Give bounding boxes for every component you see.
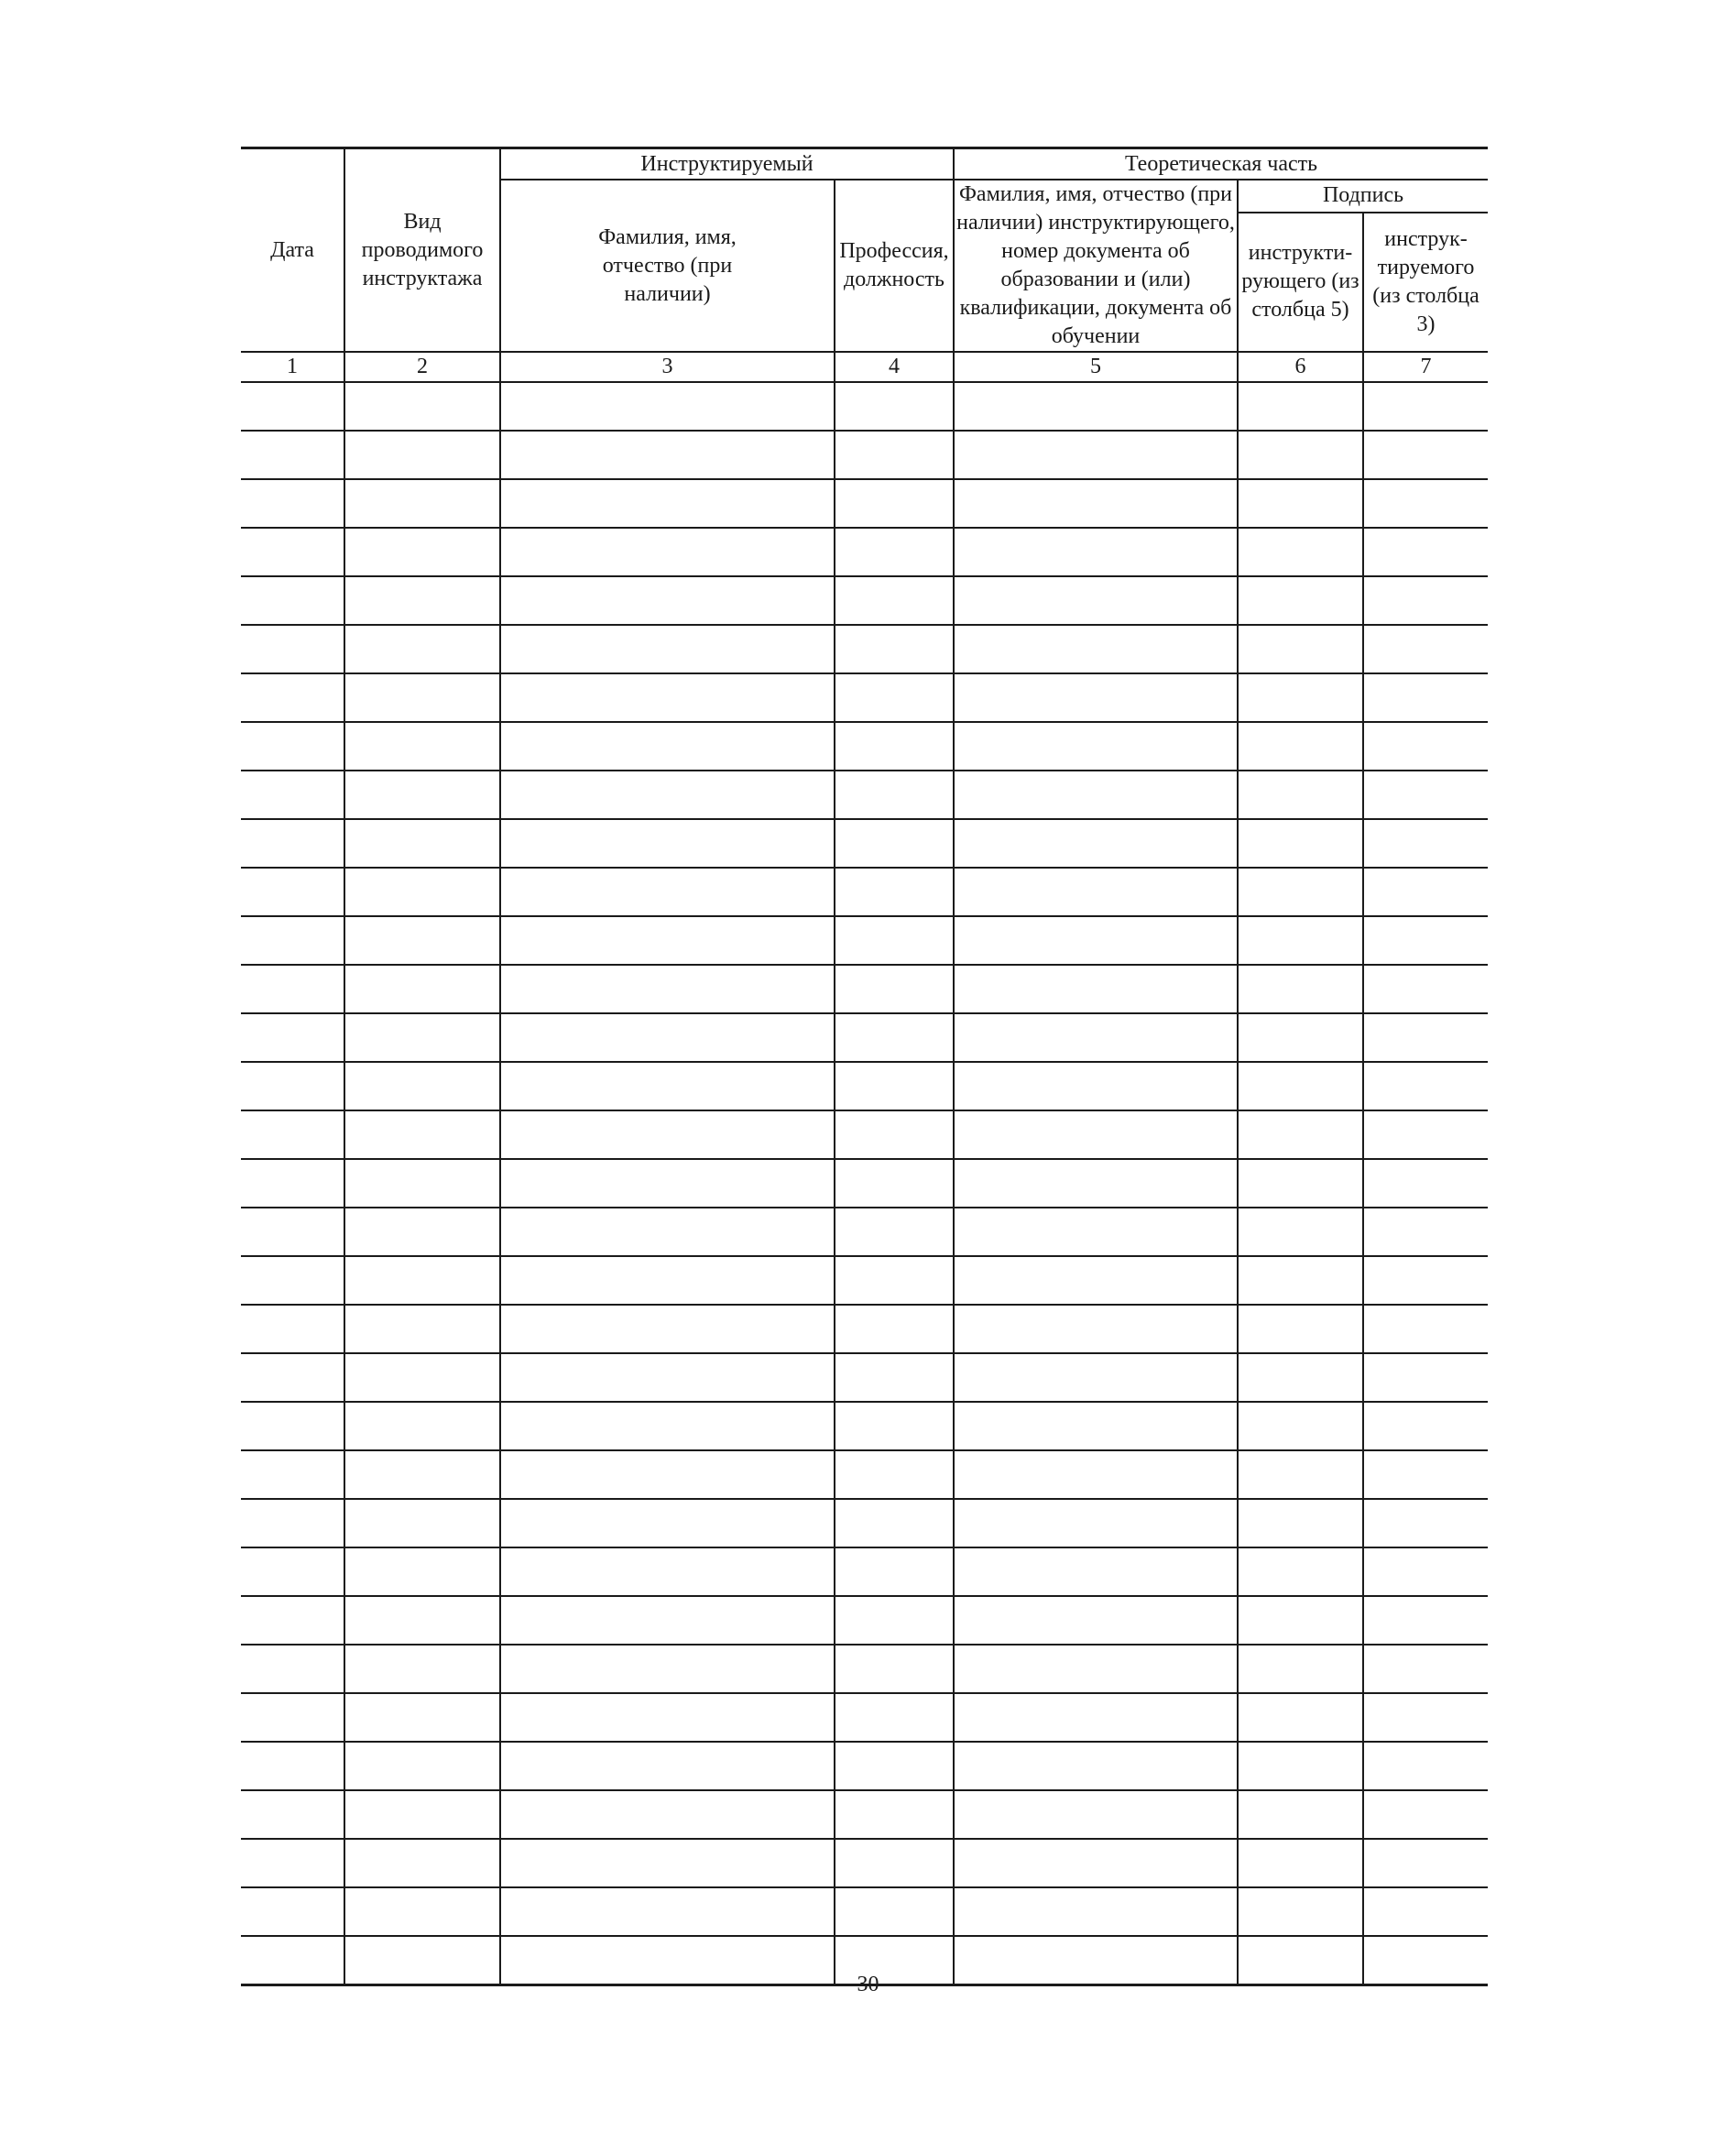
table-cell[interactable] bbox=[1363, 1256, 1488, 1305]
table-cell[interactable] bbox=[241, 1499, 344, 1547]
table-cell[interactable] bbox=[954, 771, 1238, 819]
table-cell[interactable] bbox=[344, 1402, 500, 1450]
table-row bbox=[241, 1402, 1488, 1450]
table-cell[interactable] bbox=[500, 1839, 835, 1887]
table-cell[interactable] bbox=[241, 1208, 344, 1256]
column-number: 4 bbox=[835, 352, 954, 382]
table-cell[interactable] bbox=[1363, 1693, 1488, 1742]
table-cell[interactable] bbox=[500, 1062, 835, 1110]
table-cell[interactable] bbox=[344, 1450, 500, 1499]
table-cell[interactable] bbox=[1238, 382, 1363, 431]
table-cell[interactable] bbox=[954, 1110, 1238, 1159]
table-cell[interactable] bbox=[1363, 528, 1488, 576]
table-cell[interactable] bbox=[1238, 1062, 1363, 1110]
header-trainee-name bbox=[500, 180, 835, 352]
table-cell[interactable] bbox=[344, 1208, 500, 1256]
table-cell[interactable] bbox=[1363, 1110, 1488, 1159]
table-cell[interactable] bbox=[241, 431, 344, 479]
table-cell[interactable] bbox=[500, 819, 835, 868]
table-cell[interactable] bbox=[1363, 673, 1488, 722]
table-cell[interactable] bbox=[835, 868, 954, 916]
table-cell[interactable] bbox=[954, 1256, 1238, 1305]
table-cell[interactable] bbox=[1363, 1499, 1488, 1547]
briefing-journal-table bbox=[241, 147, 1488, 1986]
table-cell[interactable] bbox=[1238, 1742, 1363, 1790]
table-cell[interactable] bbox=[500, 722, 835, 771]
table-cell[interactable] bbox=[1363, 576, 1488, 625]
table-cell[interactable] bbox=[241, 722, 344, 771]
table-row bbox=[241, 1887, 1488, 1936]
table-cell[interactable] bbox=[241, 1450, 344, 1499]
table-row bbox=[241, 1547, 1488, 1596]
table-cell[interactable] bbox=[241, 868, 344, 916]
table-row bbox=[241, 1499, 1488, 1547]
column-number: 6 bbox=[1238, 352, 1363, 382]
table-cell[interactable] bbox=[241, 576, 344, 625]
table-cell[interactable] bbox=[241, 965, 344, 1013]
header-trainee-position: Профессия, должность bbox=[835, 180, 954, 352]
table-row bbox=[241, 1450, 1488, 1499]
table-row bbox=[241, 868, 1488, 916]
table-cell[interactable] bbox=[835, 771, 954, 819]
table-cell[interactable] bbox=[954, 1693, 1238, 1742]
table-cell[interactable] bbox=[344, 625, 500, 673]
table-row bbox=[241, 965, 1488, 1013]
table-row bbox=[241, 771, 1488, 819]
table-cell[interactable] bbox=[835, 722, 954, 771]
header-trainee-group: Инструктируемый bbox=[500, 148, 954, 180]
table-cell[interactable] bbox=[835, 625, 954, 673]
table-cell[interactable] bbox=[1363, 431, 1488, 479]
table-cell[interactable] bbox=[344, 479, 500, 528]
table-cell[interactable] bbox=[344, 1645, 500, 1693]
table-cell[interactable] bbox=[835, 1305, 954, 1353]
table-cell[interactable] bbox=[1238, 1305, 1363, 1353]
table-cell[interactable] bbox=[954, 722, 1238, 771]
table-row bbox=[241, 1110, 1488, 1159]
column-number: 3 bbox=[500, 352, 835, 382]
table-cell[interactable] bbox=[500, 1693, 835, 1742]
table-cell[interactable] bbox=[1363, 1742, 1488, 1790]
table-cell[interactable] bbox=[954, 1305, 1238, 1353]
table-cell[interactable] bbox=[954, 431, 1238, 479]
table-cell[interactable] bbox=[835, 1645, 954, 1693]
table-cell[interactable] bbox=[1363, 625, 1488, 673]
table-cell[interactable] bbox=[1238, 1790, 1363, 1839]
table-row bbox=[241, 1790, 1488, 1839]
table-cell[interactable] bbox=[344, 868, 500, 916]
table-cell[interactable] bbox=[1363, 479, 1488, 528]
table-cell[interactable] bbox=[500, 1499, 835, 1547]
table-cell[interactable] bbox=[835, 1013, 954, 1062]
table-cell[interactable] bbox=[954, 1742, 1238, 1790]
table-cell[interactable] bbox=[500, 916, 835, 965]
table-cell[interactable] bbox=[500, 1887, 835, 1936]
table-cell[interactable] bbox=[1363, 1159, 1488, 1208]
table-cell[interactable] bbox=[954, 1062, 1238, 1110]
table-cell[interactable] bbox=[241, 1790, 344, 1839]
table-cell[interactable] bbox=[954, 1596, 1238, 1645]
header-trainee-name-text: Фамилия, имя, отчество (при наличии) bbox=[598, 224, 737, 306]
table-cell[interactable] bbox=[241, 819, 344, 868]
table-cell[interactable] bbox=[500, 1790, 835, 1839]
table-row bbox=[241, 479, 1488, 528]
table-cell[interactable] bbox=[1363, 1839, 1488, 1887]
table-cell[interactable] bbox=[1363, 1353, 1488, 1402]
header-date: Дата bbox=[241, 148, 344, 353]
table-cell[interactable] bbox=[241, 1305, 344, 1353]
table-cell[interactable] bbox=[835, 1402, 954, 1450]
table-cell[interactable] bbox=[835, 1208, 954, 1256]
table-cell[interactable] bbox=[344, 771, 500, 819]
table-row bbox=[241, 382, 1488, 431]
table-cell[interactable] bbox=[500, 576, 835, 625]
table-cell[interactable] bbox=[1363, 868, 1488, 916]
table-cell[interactable] bbox=[835, 382, 954, 431]
table-cell[interactable] bbox=[1238, 1596, 1363, 1645]
table-cell[interactable] bbox=[344, 1305, 500, 1353]
table-cell[interactable] bbox=[835, 916, 954, 965]
journal-body bbox=[241, 382, 1488, 1985]
table-cell[interactable] bbox=[344, 1693, 500, 1742]
column-number: 2 bbox=[344, 352, 500, 382]
table-cell[interactable] bbox=[241, 1353, 344, 1402]
header-signature-group: Подпись bbox=[1238, 180, 1488, 213]
table-cell[interactable] bbox=[835, 479, 954, 528]
table-cell[interactable] bbox=[954, 1645, 1238, 1693]
table-cell[interactable] bbox=[344, 1159, 500, 1208]
header-briefing-type bbox=[344, 148, 500, 353]
table-cell[interactable] bbox=[835, 1790, 954, 1839]
table-cell[interactable] bbox=[954, 819, 1238, 868]
table-cell[interactable] bbox=[344, 576, 500, 625]
table-cell[interactable] bbox=[344, 1353, 500, 1402]
table-cell[interactable] bbox=[344, 965, 500, 1013]
table-cell[interactable] bbox=[954, 576, 1238, 625]
table-cell[interactable] bbox=[835, 1159, 954, 1208]
table-cell[interactable] bbox=[344, 1499, 500, 1547]
table-cell[interactable] bbox=[500, 1013, 835, 1062]
table-cell[interactable] bbox=[835, 1110, 954, 1159]
table-cell[interactable] bbox=[954, 1839, 1238, 1887]
table-row bbox=[241, 1353, 1488, 1402]
table-cell[interactable] bbox=[835, 576, 954, 625]
table-row bbox=[241, 431, 1488, 479]
table-cell[interactable] bbox=[241, 1596, 344, 1645]
table-cell[interactable] bbox=[241, 1110, 344, 1159]
table-cell[interactable] bbox=[500, 1208, 835, 1256]
table-cell[interactable] bbox=[835, 1693, 954, 1742]
table-cell[interactable] bbox=[954, 1499, 1238, 1547]
table-cell[interactable] bbox=[1363, 382, 1488, 431]
table-cell[interactable] bbox=[1238, 1402, 1363, 1450]
table-cell[interactable] bbox=[500, 431, 835, 479]
table-cell[interactable] bbox=[835, 1547, 954, 1596]
table-cell[interactable] bbox=[954, 479, 1238, 528]
table-cell[interactable] bbox=[835, 1450, 954, 1499]
table-cell[interactable] bbox=[344, 673, 500, 722]
table-cell[interactable] bbox=[1238, 1547, 1363, 1596]
table-cell[interactable] bbox=[835, 1742, 954, 1790]
table-cell[interactable] bbox=[1363, 1645, 1488, 1693]
table-cell[interactable] bbox=[241, 1742, 344, 1790]
table-cell[interactable] bbox=[500, 771, 835, 819]
table-cell[interactable] bbox=[241, 1062, 344, 1110]
table-cell[interactable] bbox=[954, 1402, 1238, 1450]
table-cell[interactable] bbox=[344, 1887, 500, 1936]
table-row bbox=[241, 528, 1488, 576]
table-cell[interactable] bbox=[835, 965, 954, 1013]
table-cell[interactable] bbox=[241, 1887, 344, 1936]
table-cell[interactable] bbox=[500, 1547, 835, 1596]
table-cell[interactable] bbox=[954, 1013, 1238, 1062]
table-cell[interactable] bbox=[1363, 965, 1488, 1013]
header-theory-group: Теоретическая часть bbox=[954, 148, 1488, 180]
table-cell[interactable] bbox=[1238, 916, 1363, 965]
table-cell[interactable] bbox=[241, 479, 344, 528]
table-cell[interactable] bbox=[500, 479, 835, 528]
table-cell[interactable] bbox=[835, 673, 954, 722]
table-row bbox=[241, 1305, 1488, 1353]
table-cell[interactable] bbox=[344, 431, 500, 479]
table-cell[interactable] bbox=[1238, 1159, 1363, 1208]
table-cell[interactable] bbox=[500, 1450, 835, 1499]
table-cell[interactable] bbox=[500, 965, 835, 1013]
table-cell[interactable] bbox=[241, 1402, 344, 1450]
table-cell[interactable] bbox=[344, 1547, 500, 1596]
table-cell[interactable] bbox=[1363, 916, 1488, 965]
table-row bbox=[241, 625, 1488, 673]
table-row bbox=[241, 1159, 1488, 1208]
table-cell[interactable] bbox=[500, 528, 835, 576]
table-cell[interactable] bbox=[241, 673, 344, 722]
table-cell[interactable] bbox=[344, 722, 500, 771]
table-cell[interactable] bbox=[954, 1790, 1238, 1839]
table-cell[interactable] bbox=[344, 1790, 500, 1839]
table-cell[interactable] bbox=[344, 916, 500, 965]
table-row bbox=[241, 722, 1488, 771]
table-cell[interactable] bbox=[954, 1353, 1238, 1402]
table-cell[interactable] bbox=[241, 382, 344, 431]
table-cell[interactable] bbox=[1238, 576, 1363, 625]
table-cell[interactable] bbox=[835, 1256, 954, 1305]
table-cell[interactable] bbox=[1363, 1450, 1488, 1499]
table-cell[interactable] bbox=[1238, 625, 1363, 673]
table-cell[interactable] bbox=[1238, 1645, 1363, 1693]
table-cell[interactable] bbox=[344, 1013, 500, 1062]
table-cell[interactable] bbox=[954, 965, 1238, 1013]
table-row bbox=[241, 576, 1488, 625]
table-cell[interactable] bbox=[1238, 819, 1363, 868]
table-cell[interactable] bbox=[835, 1062, 954, 1110]
table-cell[interactable] bbox=[241, 771, 344, 819]
table-cell[interactable] bbox=[1238, 1110, 1363, 1159]
table-cell[interactable] bbox=[1238, 673, 1363, 722]
table-cell[interactable] bbox=[835, 431, 954, 479]
table-row bbox=[241, 1839, 1488, 1887]
table-cell[interactable] bbox=[1238, 1887, 1363, 1936]
table-cell[interactable] bbox=[500, 1305, 835, 1353]
table-cell[interactable] bbox=[500, 673, 835, 722]
table-cell[interactable] bbox=[241, 1693, 344, 1742]
table-cell[interactable] bbox=[241, 1256, 344, 1305]
table-cell[interactable] bbox=[344, 1839, 500, 1887]
table-cell[interactable] bbox=[344, 1742, 500, 1790]
table-cell[interactable] bbox=[1238, 1499, 1363, 1547]
table-cell[interactable] bbox=[500, 1159, 835, 1208]
page-number: 30 bbox=[857, 1973, 879, 1996]
table-cell[interactable] bbox=[500, 1402, 835, 1450]
table-cell[interactable] bbox=[500, 1256, 835, 1305]
header-signature-instructor: инструкти-рующего (из столбца 5) bbox=[1238, 213, 1363, 352]
table-cell[interactable] bbox=[1238, 868, 1363, 916]
table-row bbox=[241, 1693, 1488, 1742]
table-cell[interactable] bbox=[835, 819, 954, 868]
column-number-row bbox=[241, 352, 1488, 382]
table-cell[interactable] bbox=[1363, 1547, 1488, 1596]
table-cell[interactable] bbox=[835, 1499, 954, 1547]
table-cell[interactable] bbox=[954, 1547, 1238, 1596]
table-cell[interactable] bbox=[1363, 1013, 1488, 1062]
table-cell[interactable] bbox=[835, 1353, 954, 1402]
table-cell[interactable] bbox=[1363, 1062, 1488, 1110]
table-cell[interactable] bbox=[954, 528, 1238, 576]
table-row bbox=[241, 819, 1488, 868]
table-cell[interactable] bbox=[344, 819, 500, 868]
table-cell[interactable] bbox=[835, 1596, 954, 1645]
table-cell[interactable] bbox=[1363, 1305, 1488, 1353]
table-cell[interactable] bbox=[954, 382, 1238, 431]
table-row bbox=[241, 673, 1488, 722]
table-cell[interactable] bbox=[954, 673, 1238, 722]
table-cell[interactable] bbox=[241, 528, 344, 576]
header-briefing-type-text: Вид проводимого инструктажа bbox=[361, 209, 484, 290]
table-cell[interactable] bbox=[500, 1110, 835, 1159]
table-cell[interactable] bbox=[241, 1013, 344, 1062]
table-cell[interactable] bbox=[1363, 722, 1488, 771]
table-cell[interactable] bbox=[954, 625, 1238, 673]
table-cell[interactable] bbox=[500, 1596, 835, 1645]
column-number: 1 bbox=[241, 352, 344, 382]
table-cell[interactable] bbox=[344, 382, 500, 431]
table-cell[interactable] bbox=[1363, 1208, 1488, 1256]
table-cell[interactable] bbox=[1238, 1208, 1363, 1256]
table-cell[interactable] bbox=[954, 1887, 1238, 1936]
table-cell[interactable] bbox=[1238, 1693, 1363, 1742]
table-cell[interactable] bbox=[1363, 1790, 1488, 1839]
table-cell[interactable] bbox=[954, 916, 1238, 965]
table-cell[interactable] bbox=[1363, 1887, 1488, 1936]
table-cell[interactable] bbox=[835, 1839, 954, 1887]
table-row bbox=[241, 1013, 1488, 1062]
table-cell[interactable] bbox=[344, 1110, 500, 1159]
table-cell[interactable] bbox=[1363, 1402, 1488, 1450]
table-cell[interactable] bbox=[835, 1887, 954, 1936]
table-cell[interactable] bbox=[500, 382, 835, 431]
table-cell[interactable] bbox=[500, 1353, 835, 1402]
table-cell[interactable] bbox=[1363, 771, 1488, 819]
table-cell[interactable] bbox=[954, 1159, 1238, 1208]
table-cell[interactable] bbox=[1238, 1353, 1363, 1402]
table-row bbox=[241, 1208, 1488, 1256]
table-cell[interactable] bbox=[1238, 771, 1363, 819]
header-signature-trainee: инструк-тируемого (из столбца 3) bbox=[1363, 213, 1488, 352]
table-row bbox=[241, 1742, 1488, 1790]
table-cell[interactable] bbox=[1238, 965, 1363, 1013]
table-cell[interactable] bbox=[954, 1450, 1238, 1499]
table-cell[interactable] bbox=[344, 1596, 500, 1645]
table-cell[interactable] bbox=[500, 1645, 835, 1693]
table-cell[interactable] bbox=[1238, 1013, 1363, 1062]
table-row bbox=[241, 1596, 1488, 1645]
table-cell[interactable] bbox=[344, 1256, 500, 1305]
table-row bbox=[241, 1645, 1488, 1693]
table-cell[interactable] bbox=[241, 916, 344, 965]
table-cell[interactable] bbox=[241, 1547, 344, 1596]
table-cell[interactable] bbox=[1363, 1596, 1488, 1645]
table-cell[interactable] bbox=[500, 625, 835, 673]
table-cell[interactable] bbox=[1238, 479, 1363, 528]
table-cell[interactable] bbox=[500, 868, 835, 916]
table-cell[interactable] bbox=[1238, 431, 1363, 479]
table-row bbox=[241, 1062, 1488, 1110]
table-cell[interactable] bbox=[241, 1839, 344, 1887]
table-cell[interactable] bbox=[1238, 1256, 1363, 1305]
table-cell[interactable] bbox=[344, 528, 500, 576]
table-row bbox=[241, 916, 1488, 965]
table-cell[interactable] bbox=[1238, 528, 1363, 576]
table-cell[interactable] bbox=[241, 625, 344, 673]
table-cell[interactable] bbox=[954, 1208, 1238, 1256]
table-cell[interactable] bbox=[835, 528, 954, 576]
table-cell[interactable] bbox=[344, 1062, 500, 1110]
table-cell[interactable] bbox=[1363, 819, 1488, 868]
table-cell[interactable] bbox=[954, 868, 1238, 916]
column-number: 7 bbox=[1363, 352, 1488, 382]
table-cell[interactable] bbox=[1238, 1839, 1363, 1887]
table-cell[interactable] bbox=[241, 1159, 344, 1208]
table-cell[interactable] bbox=[1238, 1450, 1363, 1499]
column-number: 5 bbox=[954, 352, 1238, 382]
table-cell[interactable] bbox=[241, 1645, 344, 1693]
table-cell[interactable] bbox=[1238, 722, 1363, 771]
header-instructor-info: Фамилия, имя, отчество (при наличии) инструктирующего, номер документа об образовании и (или) квалификации, документа об обучении bbox=[954, 180, 1238, 352]
table-cell[interactable] bbox=[500, 1742, 835, 1790]
table-row bbox=[241, 1256, 1488, 1305]
